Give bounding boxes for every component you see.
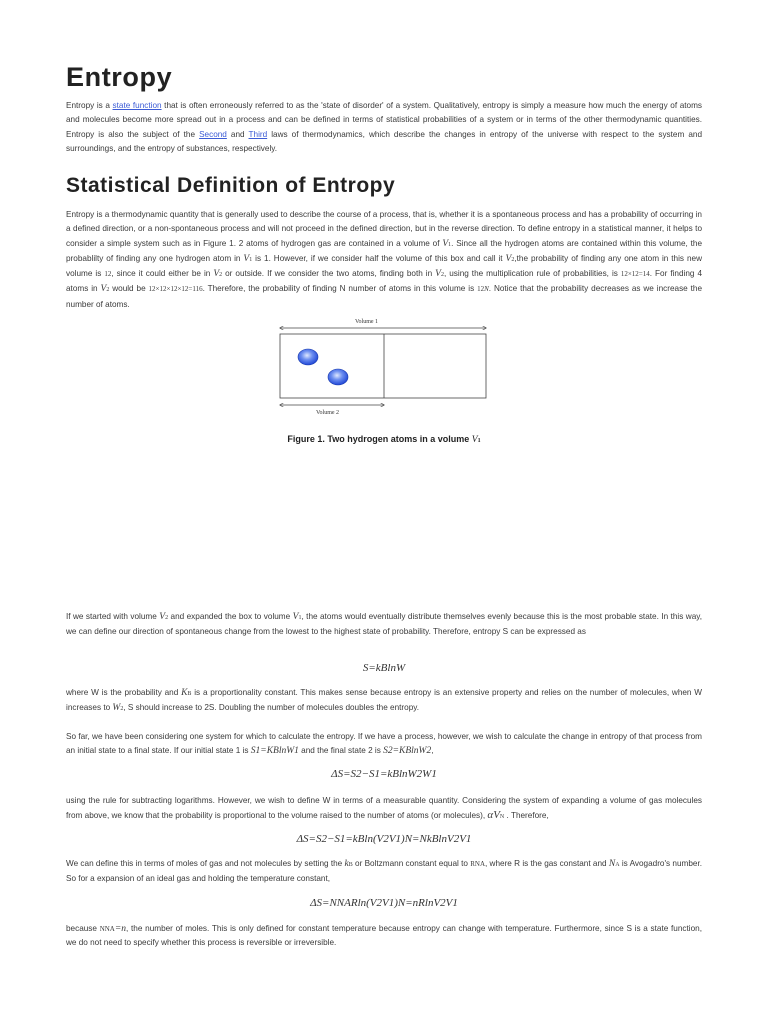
math-sub: B (187, 691, 192, 697)
math-sub: 2 (120, 706, 124, 713)
math-var: V (213, 269, 220, 280)
math-sub: 2 (440, 272, 444, 279)
math-sub: N (499, 814, 505, 821)
equation-volume-ratio: ΔS=S2−S1=kBln(V2V1)N=NkBlnV2V1 (296, 833, 472, 845)
proportionality-paragraph (66, 686, 702, 717)
text: and expanded the box to volume (168, 612, 293, 621)
intro-paragraph (66, 99, 702, 156)
box-outline (280, 334, 486, 398)
math-var: V (471, 435, 478, 445)
math-expression: =n (114, 924, 127, 934)
math-var: V (442, 238, 449, 249)
math-var: V (243, 253, 250, 264)
math-fraction: 12 (104, 270, 112, 279)
equation-delta-s: ΔS=S2−S1=kBlnW2W1 (331, 768, 437, 780)
hydrogen-atom (328, 369, 348, 385)
math-expression: S1=KBlnW1 (250, 746, 299, 757)
text: , the atoms would eventually distribute themselves evenly because this is the most probable state. In this way, we can define our direction of spontaneous change from the lowest to the highest state of probability. Therefore, entropy S can be expressed as (66, 612, 703, 637)
math-var: V (505, 253, 512, 264)
text: using the rule for subtracting logarithms. However, we wish to define W in terms of a measurable quantity. Considering the system of expanding a volume of gas molecules from above, we know that the probability is proportional to the volume raised to the number of atoms (or molecules), (66, 796, 702, 821)
text: , S should increase to 2S. Doubling the number of molecules doubles the entropy. (123, 703, 420, 713)
intro-text: that is often erroneously referred to as the 'state of disorder' of a system. Qualitatively, entropy is simply a measure how much the energy of atoms and molecules become more spread out in a process and can be defined in terms of statistical probabilities of a system or in terms of the other thermodynamic quantities. Entropy is also the subject of the (66, 101, 702, 139)
third-law-link[interactable]: Third (248, 129, 268, 139)
text: where W is the probability and (66, 688, 182, 697)
text: If we started with volume (66, 612, 160, 621)
moles-paragraph (66, 857, 702, 887)
text: because (66, 924, 100, 933)
text: , the number of moles. This is only defined for constant temperature because entropy can change with temperature. Furthermore, since S is a state function, we do not need to specify whether this process is reversible or irreversible. (66, 924, 702, 948)
math-var: V (292, 612, 299, 622)
text: would be (109, 284, 149, 294)
math-sub: 1 (477, 438, 481, 444)
text: , (431, 746, 434, 756)
math-sub: 2 (219, 272, 223, 279)
math-sub: B (348, 862, 353, 868)
text: is a proportionality constant. This makes sense because entropy is an extensive property and relies on the number of molecules, when W increases to (66, 688, 702, 713)
volume2-label: Volume 2 (316, 410, 340, 416)
equation-boltzmann: S=kBlnW (362, 662, 406, 674)
math-var: k (344, 859, 349, 869)
moles-definition-paragraph (66, 922, 702, 951)
math-expression: S2=KBlnW2 (383, 746, 432, 757)
hydrogen-atom (298, 349, 318, 365)
math-expression: 12×12=14 (620, 270, 650, 279)
math-var: W (112, 703, 121, 714)
math-sub: 1 (298, 615, 302, 621)
text: , since it could either be in (111, 269, 214, 279)
text: So far, we have been considering one system for which to calculate the entropy. If we have a process, however, we wish to calculate the change in entropy of that process from an initial state to a final state. If our initial state 1 is (66, 732, 702, 756)
text: is 1. However, if we consider half the volume of this box and call it (252, 253, 506, 263)
change-in-entropy-paragraph (66, 730, 702, 759)
figure-caption (66, 434, 702, 445)
state-function-link[interactable]: state function (112, 101, 162, 110)
second-law-link[interactable]: Second (199, 129, 227, 139)
math-fraction: 12 (477, 285, 485, 294)
text: . Notice that the probability decreases as we increase the number of atoms. (66, 284, 703, 309)
math-var: V (100, 284, 107, 295)
text: and the final state 2 is (298, 746, 384, 756)
statistical-paragraph (66, 208, 702, 312)
text: or Boltzmann constant equal to (352, 859, 471, 868)
intro-text: and (226, 129, 249, 139)
equation-ideal-gas: ΔS=NNARln(V2V1)N=nRlnV2V1 (310, 897, 458, 909)
text: , where R is the gas constant and (485, 859, 609, 868)
math-sub: 1 (249, 256, 253, 263)
math-sub: 1 (448, 241, 452, 248)
caption-text: Figure 1. Two hydrogen atoms in a volume (287, 434, 472, 444)
math-var: N (608, 859, 616, 869)
intro-text: Entropy is a (66, 101, 113, 110)
text: We can define this in terms of moles of gas and not molecules by setting the (66, 859, 345, 868)
page-title: Entropy (66, 62, 173, 92)
text: . For finding 4 atoms in (66, 269, 702, 294)
intro-text: laws of thermodynamics, which describe the changes in entropy of the universe with respect to the system and surroundings, and the entropy of substances, respectively. (66, 129, 703, 153)
volume1-label: Volume 1 (355, 319, 379, 325)
math-var: V (435, 269, 441, 280)
math-var: N (484, 285, 489, 294)
section-title: Statistical Definition of Entropy (66, 174, 396, 197)
math-sub: 2 (106, 287, 110, 294)
math-expression: αV (487, 809, 500, 822)
text: ,the probability of finding any one atom in this new volume is (66, 253, 702, 279)
figure-two-atoms (272, 314, 496, 418)
logarithm-paragraph (66, 794, 702, 825)
text: . Therefore, (504, 811, 549, 821)
expansion-paragraph (66, 610, 702, 640)
text: . Therefore, the probability of finding N number of atoms in this volume is (202, 284, 478, 294)
math-fraction: NNA (99, 925, 115, 933)
math-var: V (159, 612, 166, 622)
text: Entropy is a thermodynamic quantity that is generally used to describe the course of a process, that is, whether it is a spontaneous process and has a probability of occurring in a defined direction, or a non-spontaneous process and will not proceed in the defined direction, but in the reverse direction. To define entropy in a statistical manner, it helps to consider a simple system such as in Figure 1. 2 atoms of hydrogen gas are contained in a volume of (66, 210, 702, 248)
math-expression: 12×12×12×12=116 (148, 285, 203, 294)
text: is Avogadro's number. So for a expansion of an ideal gas and holding the temperature constant, (66, 859, 702, 884)
text: or outside. If we consider the two atoms, finding both in (222, 269, 436, 279)
text: , using the multiplication rule of probabilities, is (443, 269, 621, 279)
math-sub: 2 (165, 615, 169, 621)
text: . Since all the hydrogen atoms are contained within this volume, the probablilty of finding any one hydrogen atom in (66, 238, 702, 263)
math-fraction: RNA (470, 860, 485, 868)
math-var: K (181, 688, 188, 698)
math-sub: 2 (511, 256, 515, 263)
math-sub: A (615, 862, 620, 868)
